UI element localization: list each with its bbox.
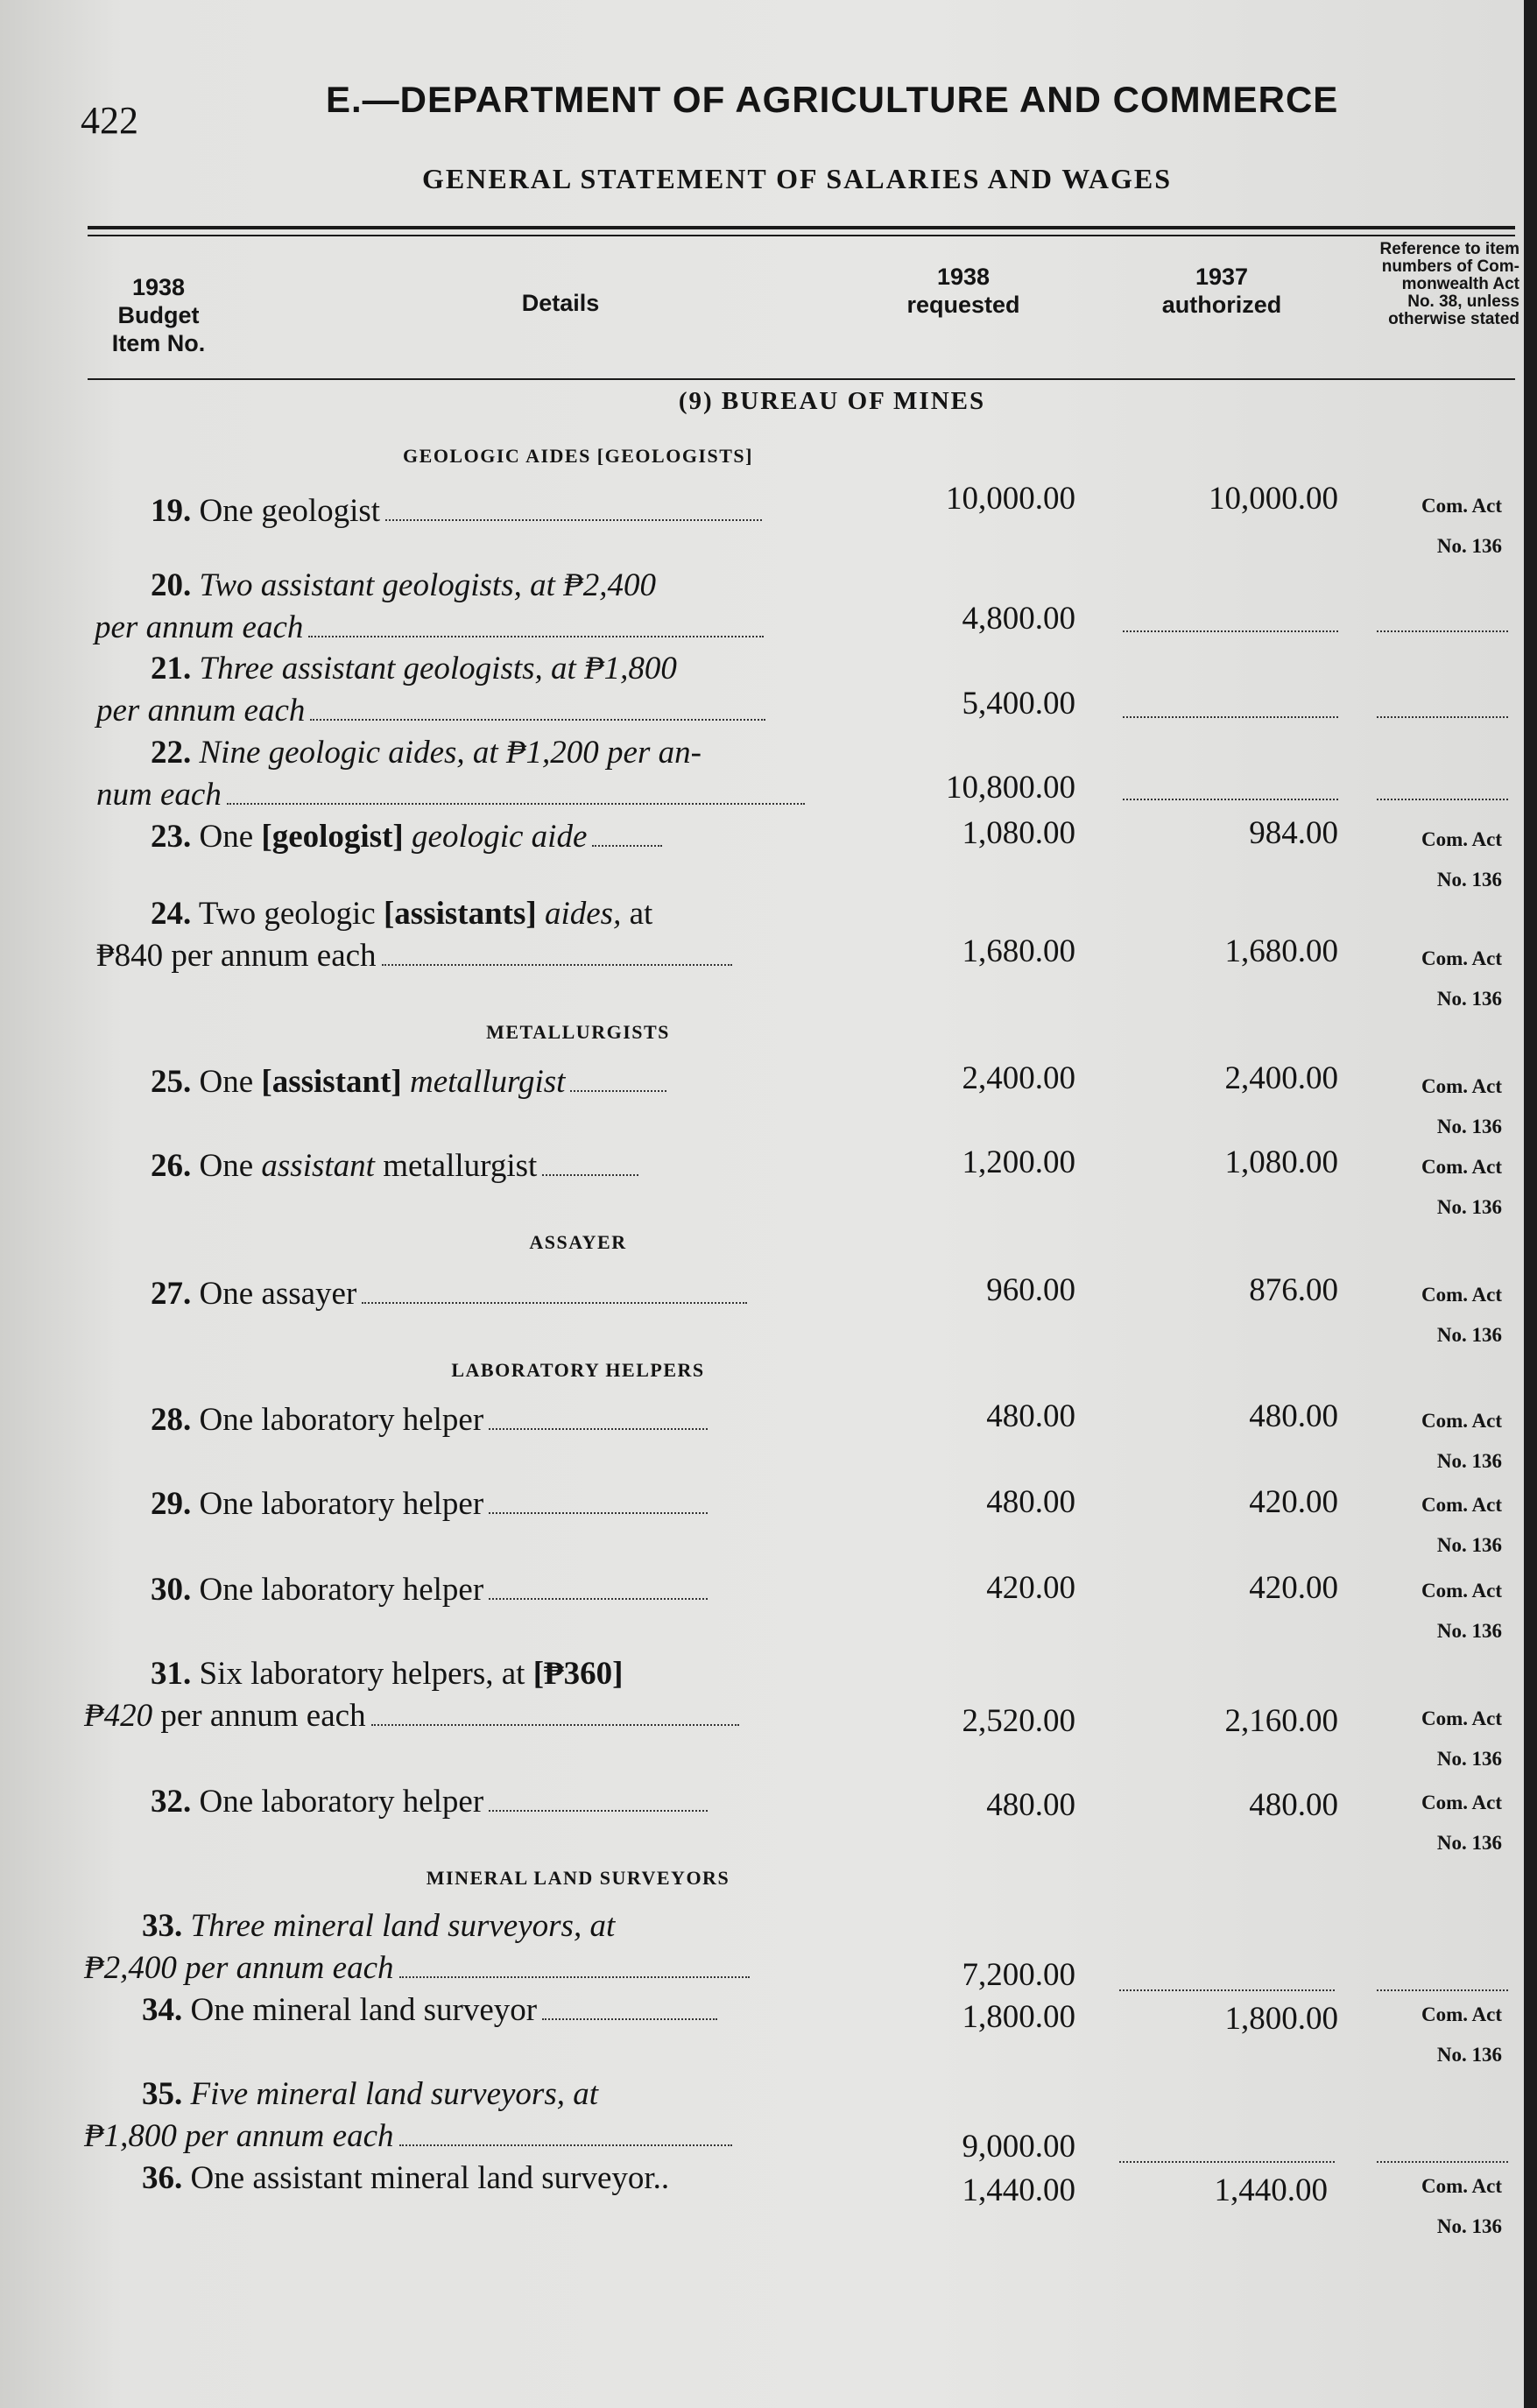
item-text: Two assistant geologists, at ₱2,400 — [191, 567, 656, 603]
department-heading: E.—DEPARTMENT OF AGRICULTURE AND COMMERCE — [326, 79, 1339, 120]
item-text-italic: aides, — [536, 896, 622, 932]
item-text-cont: ₱840 per annum each — [96, 938, 377, 974]
item-number: 36. — [142, 2160, 183, 2196]
item-22-requested: 10,800.00 — [946, 770, 1075, 806]
item-text: One mineral land surveyor — [182, 1992, 538, 2028]
item-number: 34. — [142, 1992, 183, 2028]
item-21-authorized-blank — [1123, 716, 1338, 718]
item-33-requested: 7,200.00 — [962, 1957, 1075, 1993]
item-27-reference: Com. Act No. 136 — [1421, 1284, 1502, 1346]
item-number: 23. — [151, 819, 192, 855]
item-number: 22. — [151, 735, 192, 771]
item-22-reference-blank — [1377, 799, 1508, 800]
item-33-reference-blank — [1377, 1989, 1508, 1991]
item-30 — [96, 1569, 708, 1611]
item-text-italic: ₱420 — [84, 1698, 153, 1734]
item-30-authorized: 420.00 — [1249, 1570, 1338, 1606]
item-text-cont: per annum each — [95, 609, 304, 645]
item-29-requested: 480.00 — [986, 1484, 1075, 1520]
item-text-italic: geologic aide — [403, 819, 588, 855]
item-number: 32. — [151, 1784, 192, 1820]
subsection-geologic-aides: GEOLOGIC AIDES [GEOLOGISTS] — [403, 445, 753, 467]
item-31-reference: Com. Act No. 136 — [1421, 1707, 1502, 1770]
item-20-requested: 4,800.00 — [962, 601, 1075, 637]
col-header-details: Details — [521, 290, 600, 316]
item-29 — [96, 1483, 708, 1525]
item-32-authorized: 480.00 — [1249, 1787, 1338, 1823]
item-26-reference: Com. Act No. 136 — [1421, 1156, 1502, 1218]
item-29-reference: Com. Act No. 136 — [1421, 1494, 1502, 1556]
item-text: Three assistant geologists, at ₱1,800 — [191, 651, 677, 686]
item-28-requested: 480.00 — [986, 1398, 1075, 1434]
item-text: Three mineral land surveyors, at — [182, 1908, 616, 1944]
item-23 — [96, 816, 662, 858]
col-header-authorized: 1937 authorized — [1161, 264, 1282, 318]
item-24-requested: 1,680.00 — [962, 933, 1075, 969]
section-title: (9) BUREAU OF MINES — [678, 387, 986, 415]
item-30-requested: 420.00 — [986, 1570, 1075, 1606]
item-36-requested: 1,440.00 — [962, 2172, 1075, 2208]
item-33 — [84, 1905, 750, 1989]
item-number: 24. — [151, 896, 192, 932]
item-21 — [96, 648, 765, 732]
item-20 — [96, 565, 764, 649]
item-text-italic: assistant — [261, 1148, 375, 1184]
item-19-requested: 10,000.00 — [946, 481, 1075, 517]
item-28-authorized: 480.00 — [1249, 1398, 1338, 1434]
item-34-reference: Com. Act No. 136 — [1421, 2003, 1502, 2066]
item-31-requested: 2,520.00 — [962, 1703, 1075, 1739]
item-text: One assayer — [191, 1276, 357, 1312]
item-32 — [96, 1781, 708, 1823]
item-35-reference-blank — [1377, 2161, 1508, 2163]
item-20-reference-blank — [1377, 630, 1508, 632]
item-36 — [88, 2158, 669, 2200]
item-number: 20. — [151, 567, 192, 603]
item-19-authorized: 10,000.00 — [1209, 481, 1338, 517]
item-23-reference: Com. Act No. 136 — [1421, 828, 1502, 891]
item-number: 25. — [151, 1064, 192, 1100]
item-34-authorized: 1,800.00 — [1224, 2001, 1338, 2037]
item-text: Six laboratory helpers, at — [191, 1656, 533, 1692]
item-text: One laboratory helper — [191, 1402, 484, 1438]
item-text: One — [191, 1064, 262, 1100]
item-text: One geologist — [191, 493, 381, 529]
statement-subtitle: GENERAL STATEMENT OF SALARIES AND WAGES — [422, 163, 1172, 194]
subsection-assayer: ASSAYER — [529, 1231, 627, 1253]
item-34-requested: 1,800.00 — [962, 1999, 1075, 2035]
col-header-reference: Reference to item numbers of Com- monwealth Act No. 38, unless otherwise stated — [1379, 240, 1519, 328]
item-number: 19. — [151, 493, 192, 529]
item-34 — [88, 1989, 717, 2031]
item-text-cont: num each — [96, 777, 222, 813]
subsection-laboratory-helpers: LABORATORY HELPERS — [451, 1359, 705, 1381]
item-24-reference: Com. Act No. 136 — [1421, 947, 1502, 1010]
item-text-bracketed: [geologist] — [261, 819, 404, 855]
item-29-authorized: 420.00 — [1249, 1484, 1338, 1520]
item-35-requested: 9,000.00 — [962, 2129, 1075, 2165]
item-31-authorized: 2,160.00 — [1224, 1703, 1338, 1739]
item-text-italic: metallurgist — [401, 1064, 566, 1100]
item-text-end: metallurgist — [374, 1148, 538, 1184]
item-26 — [96, 1145, 638, 1187]
item-number: 28. — [151, 1402, 192, 1438]
item-text-cont: per annum each — [152, 1698, 366, 1734]
item-text-end: at — [621, 896, 653, 932]
col-header-requested: 1938 requested — [906, 264, 1020, 318]
item-text: Five mineral land surveyors, at — [182, 2076, 598, 2112]
item-text: One laboratory helper — [191, 1572, 484, 1608]
item-30-reference: Com. Act No. 136 — [1421, 1580, 1502, 1642]
item-32-requested: 480.00 — [986, 1787, 1075, 1823]
item-31 — [84, 1653, 739, 1737]
item-text: One laboratory helper — [191, 1486, 484, 1522]
item-number: 30. — [151, 1572, 192, 1608]
item-20-authorized-blank — [1123, 630, 1338, 632]
item-25-authorized: 2,400.00 — [1224, 1060, 1338, 1096]
item-text-cont: per annum each — [96, 693, 306, 729]
item-text: One — [191, 1148, 262, 1184]
item-22-authorized-blank — [1123, 799, 1338, 800]
col-header-item-no: 1938 Budget Item No. — [111, 274, 206, 356]
item-number: 21. — [151, 651, 192, 686]
item-24-authorized: 1,680.00 — [1224, 933, 1338, 969]
item-35 — [84, 2074, 732, 2158]
item-text-cont: ₱1,800 per annum each — [84, 2118, 394, 2154]
item-text: One assistant mineral land surveyor.. — [182, 2160, 670, 2196]
item-24 — [96, 893, 732, 977]
item-25-requested: 2,400.00 — [962, 1060, 1075, 1096]
item-28 — [96, 1399, 708, 1441]
item-27-requested: 960.00 — [986, 1272, 1075, 1308]
page-number: 422 — [81, 99, 138, 142]
item-28-reference: Com. Act No. 136 — [1421, 1410, 1502, 1472]
item-number: 26. — [151, 1148, 192, 1184]
item-23-authorized: 984.00 — [1249, 815, 1338, 851]
item-19 — [96, 490, 762, 532]
header-rule-thick — [88, 226, 1515, 229]
item-number: 31. — [151, 1656, 192, 1692]
item-text: One laboratory helper — [191, 1784, 484, 1820]
item-text-bracketed: [assistants] — [383, 896, 537, 932]
item-25 — [96, 1061, 666, 1103]
item-33-authorized-blank — [1119, 1989, 1335, 1991]
item-21-reference-blank — [1377, 716, 1508, 718]
item-number: 35. — [142, 2076, 183, 2112]
item-27 — [96, 1273, 747, 1315]
item-26-requested: 1,200.00 — [962, 1144, 1075, 1180]
item-25-reference: Com. Act No. 136 — [1421, 1075, 1502, 1137]
item-number: 27. — [151, 1276, 192, 1312]
item-text-cont: ₱2,400 per annum each — [84, 1950, 394, 1986]
item-26-authorized: 1,080.00 — [1224, 1144, 1338, 1180]
book-spine-edge — [1524, 0, 1537, 2408]
item-text-bracketed: [assistant] — [261, 1064, 402, 1100]
column-header-rule — [88, 378, 1515, 380]
subsection-metallurgists: METALLURGISTS — [486, 1021, 670, 1043]
item-36-authorized: 1,440.00 — [1214, 2172, 1328, 2208]
item-22 — [96, 732, 805, 816]
item-21-requested: 5,400.00 — [962, 686, 1075, 722]
item-23-requested: 1,080.00 — [962, 815, 1075, 851]
item-number: 33. — [142, 1908, 183, 1944]
item-19-reference: Com. Act No. 136 — [1421, 495, 1502, 557]
item-36-reference: Com. Act No. 136 — [1421, 2175, 1502, 2237]
item-text-bracketed: [₱360] — [532, 1656, 624, 1692]
item-27-authorized: 876.00 — [1249, 1272, 1338, 1308]
item-35-authorized-blank — [1119, 2161, 1335, 2163]
item-number: 29. — [151, 1486, 192, 1522]
item-32-reference: Com. Act No. 136 — [1421, 1792, 1502, 1854]
subsection-mineral-land-surveyors: MINERAL LAND SURVEYORS — [426, 1867, 730, 1889]
item-text: Two geologic — [191, 896, 384, 932]
item-text: Nine geologic aides, at ₱1,200 per an- — [191, 735, 702, 771]
header-rule-thin — [88, 235, 1515, 236]
item-text: One — [191, 819, 262, 855]
